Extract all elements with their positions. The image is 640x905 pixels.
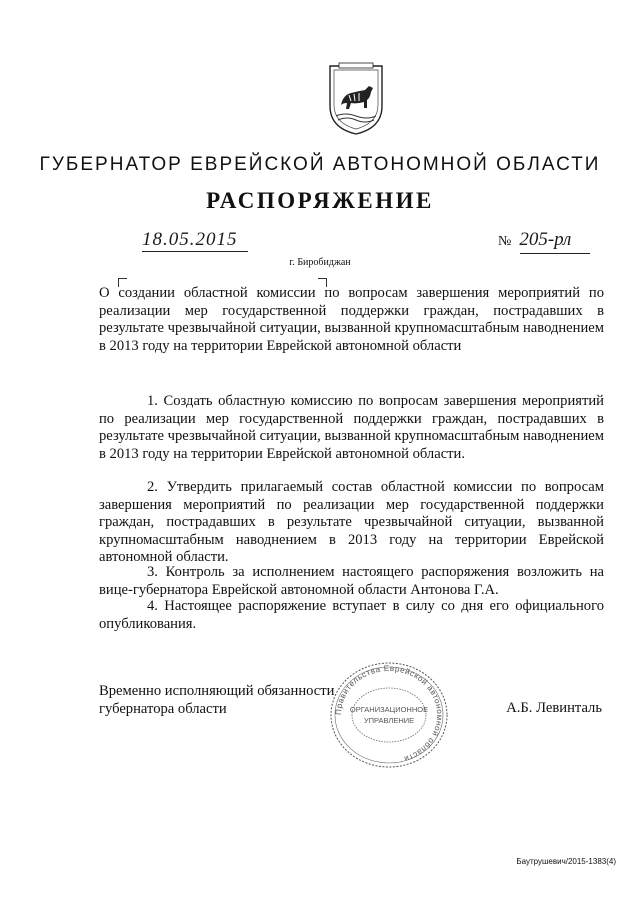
document-footer-code: Баутрушевич/2015-1383(4) (516, 857, 616, 866)
coat-of-arms-icon (327, 62, 385, 136)
signer-name: А.Б. Левинталь (506, 700, 602, 716)
order-item-2: 2. Утвердить прилагаемый состав областной комиссии по вопросам завершения мероприятий по реализации мер государственной поддержки граждан, пострадавших в результате чрезвычайной ситуации, вызванной крупномасштабным наводнением в 2013 году на территории Еврейской автономной области. (99, 479, 604, 565)
document-subject: О создании областной комиссии по вопросам завершения мероприятий по реализации мер государственной поддержки граждан, пострадавших в результате чрезвычайной ситуации, вызванной крупномасштабным наводнением в 2013 году на территории Еврейской автономной области (99, 285, 604, 354)
stamp-ring-text: Правительства Еврейской автономной области (333, 663, 445, 764)
document-type: РАСПОРЯЖЕНИЕ (206, 188, 434, 213)
document-date: 18.05.2015 (142, 229, 248, 252)
order-item-4: 4. Настоящее распоряжение вступает в силу со дня его официального опубликования. (99, 598, 604, 632)
signer-title-line-2: губернатора области (99, 700, 227, 717)
order-item-3: 3. Контроль за исполнением настоящего распоряжения возложить на вице-губернатора Еврейской автономной области Антонова Г.А. (99, 564, 604, 598)
issuing-authority: ГУБЕРНАТОР ЕВРЕЙСКОЙ АВТОНОМНОЙ ОБЛАСТИ (39, 154, 601, 175)
order-item-1: 1. Создать областную комиссию по вопросам завершения мероприятий по реализации мер государственной поддержки граждан, пострадавших в результате чрезвычайной ситуации, вызванной крупномасштабным наводнением в 2013 году на территории Еврейской автономной области. (99, 393, 604, 462)
official-stamp (323, 660, 455, 770)
number-prefix: № (498, 234, 512, 249)
stamp-center-line-2: УПРАВЛЕНИЕ (363, 716, 415, 725)
signer-title-line-1: Временно исполняющий обязанности (99, 683, 335, 699)
number-underline (520, 253, 590, 254)
city-line: г. Биробиджан (289, 257, 351, 268)
signer-title (99, 683, 349, 718)
document-number (498, 229, 594, 251)
stamp-center-line-1: ОРГАНИЗАЦИОННОЕ (349, 705, 429, 714)
number-value: 205-рл (519, 229, 572, 250)
